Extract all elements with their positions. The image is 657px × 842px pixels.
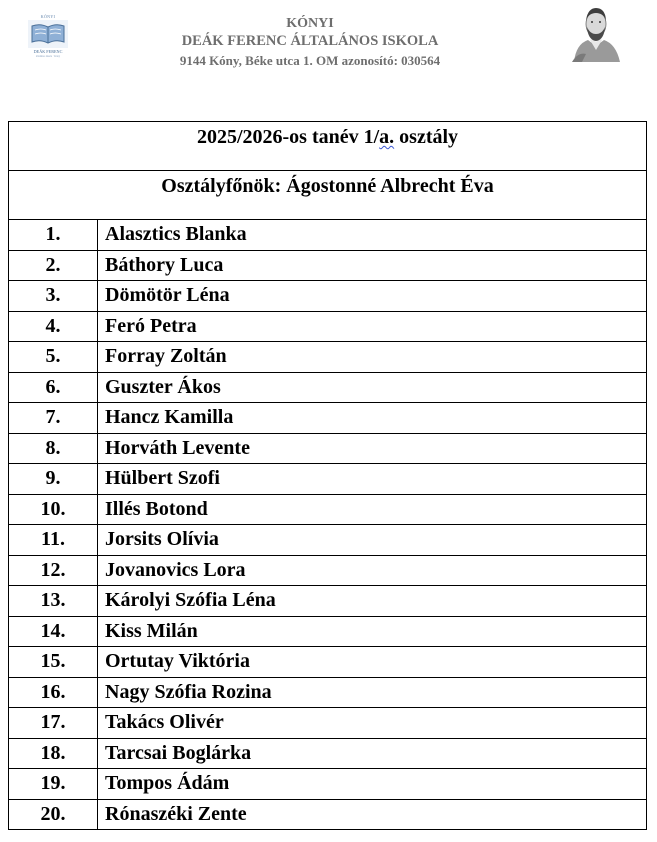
student-name: Kiss Milán (98, 616, 647, 647)
student-number: 18. (9, 738, 98, 769)
student-name: Hancz Kamilla (98, 403, 647, 434)
table-row (9, 220, 647, 251)
student-name: Báthory Luca (98, 250, 647, 281)
student-number: 1. (9, 220, 98, 251)
student-name: Horváth Levente (98, 433, 647, 464)
student-number: 7. (9, 403, 98, 434)
table-row (9, 464, 647, 495)
table-row (9, 647, 647, 678)
teacher-row (9, 171, 647, 220)
student-number: 20. (9, 799, 98, 830)
student-number: 6. (9, 372, 98, 403)
school-book-logo-icon (24, 14, 72, 60)
table-row (9, 586, 647, 617)
table-row (9, 372, 647, 403)
student-number: 4. (9, 311, 98, 342)
table-title (9, 122, 646, 149)
table-row (9, 525, 647, 556)
table-row (9, 677, 647, 708)
student-name: Takács Olivér (98, 708, 647, 739)
table-row (9, 616, 647, 647)
student-number: 9. (9, 464, 98, 495)
table-title-row (9, 122, 647, 171)
letterhead-text (100, 15, 520, 70)
student-number: 11. (9, 525, 98, 556)
student-name: Forray Zoltán (98, 342, 647, 373)
student-number: 12. (9, 555, 98, 586)
title-part-year: 2025/2026-os tanév 1/ (196, 126, 380, 148)
student-name: Illés Botond (98, 494, 647, 525)
school-name: DEÁK FERENC ÁLTALÁNOS ISKOLA (181, 33, 439, 49)
student-name: Dömötör Léna (98, 281, 647, 312)
student-number: 17. (9, 708, 98, 739)
logo-sub-text: általános iskola · Kóny (36, 55, 60, 58)
table-row (9, 494, 647, 525)
student-name: Tarcsai Boglárka (98, 738, 647, 769)
student-number: 14. (9, 616, 98, 647)
teacher-cell (9, 171, 647, 220)
student-name: Hülbert Szofi (98, 464, 647, 495)
table-title-cell (9, 122, 647, 171)
student-number: 10. (9, 494, 98, 525)
logo-name-text: DEÁK FERENC (33, 49, 63, 54)
title-part-class-letter: a. (379, 126, 395, 148)
student-number: 8. (9, 433, 98, 464)
student-number: 2. (9, 250, 98, 281)
student-number: 5. (9, 342, 98, 373)
student-name: Károlyi Szófia Léna (98, 586, 647, 617)
table-row (9, 555, 647, 586)
student-name: Rónaszéki Zente (98, 799, 647, 830)
student-number: 15. (9, 647, 98, 678)
table-row (9, 250, 647, 281)
deak-ferenc-portrait-icon (568, 0, 624, 62)
student-number: 3. (9, 281, 98, 312)
student-number: 19. (9, 769, 98, 800)
table-row (9, 433, 647, 464)
table-row (9, 708, 647, 739)
book-icon (28, 20, 68, 48)
student-number: 13. (9, 586, 98, 617)
table-row (9, 769, 647, 800)
student-name: Jovanovics Lora (98, 555, 647, 586)
logo-top-text: KÓNYI (40, 14, 56, 19)
student-name: Ortutay Viktória (98, 647, 647, 678)
student-name: Jorsits Olívia (98, 525, 647, 556)
student-name: Guszter Ákos (98, 372, 647, 403)
school-address: 9144 Kóny, Béke utca 1. OM azonosító: 030564 (179, 53, 441, 68)
student-number: 16. (9, 677, 98, 708)
title-part-suffix: osztály (394, 126, 459, 148)
table-row (9, 403, 647, 434)
class-teacher: Osztályfőnök: Ágostonné Albrecht Éva (161, 175, 494, 197)
student-name: Tompos Ádám (98, 769, 647, 800)
student-name: Alasztics Blanka (98, 220, 647, 251)
table-row (9, 281, 647, 312)
school-city-name: KÓNYI (286, 16, 334, 31)
table-row (9, 738, 647, 769)
table-row (9, 342, 647, 373)
student-name: Nagy Szófia Rozina (98, 677, 647, 708)
table-row (9, 311, 647, 342)
student-name: Feró Petra (98, 311, 647, 342)
class-roster-table (8, 121, 647, 830)
table-row (9, 799, 647, 830)
